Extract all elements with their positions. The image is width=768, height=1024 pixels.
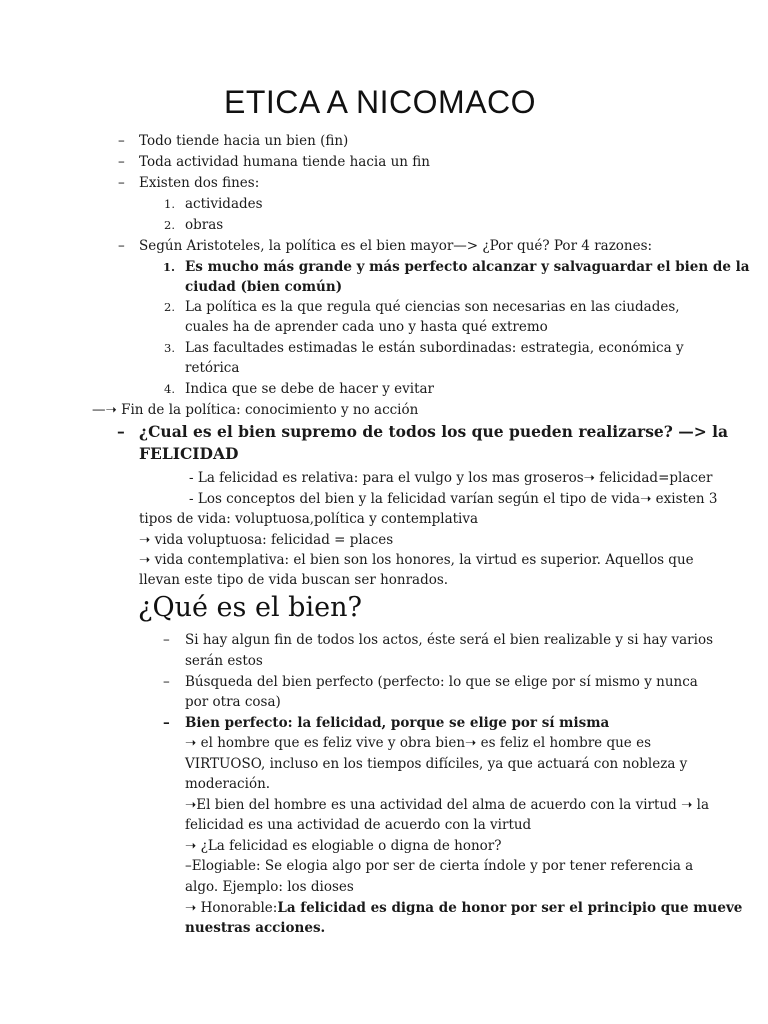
bullet-dash: – <box>117 422 125 441</box>
bullet-dash: – <box>163 632 170 648</box>
bullet-text: Según Aristoteles, la política es el bien mayor—> ¿Por qué? Por 4 razones: <box>139 238 653 254</box>
paragraph-line <box>185 898 742 918</box>
bullet-dash: – <box>118 133 125 149</box>
paragraph-line: –Elogiable: Se elogia algo por ser de cierta índole y por tener referencia a <box>185 858 694 874</box>
list-number: 2. <box>164 218 175 232</box>
honorable-bold-text: La felicidad es digna de honor por ser el principio que mueve <box>277 900 743 916</box>
list-number: 3. <box>164 341 175 355</box>
paragraph-line: moderación. <box>185 776 271 792</box>
bullet-text: Existen dos fines: <box>139 175 260 191</box>
key-question: ¿Cual es el bien supremo de todos los que pueden realizarse? —> la <box>139 422 729 441</box>
honorable-prefix: ➝ Honorable: <box>185 900 278 916</box>
bullet-text: Si hay algun fin de todos los actos, éste será el bien realizable y si hay varios <box>185 632 714 648</box>
bullet-dash: – <box>118 154 125 170</box>
paragraph-line: VIRTUOSO, incluso en los tiempos difíciles, ya que actuará con nobleza y <box>185 756 688 772</box>
key-question-continuation: FELICIDAD <box>139 444 239 463</box>
bullet-text-continuation: por otra cosa) <box>185 694 281 710</box>
paragraph-line: - Los conceptos del bien y la felicidad varían según el tipo de vida➝ existen 3 <box>189 491 718 507</box>
bullet-text: Todo tiende hacia un bien (fin) <box>139 133 349 149</box>
bullet-text-continuation: serán estos <box>185 653 263 669</box>
list-item-continuation: ciudad (bien común) <box>185 279 343 295</box>
paragraph-line: ➝ el hombre que es feliz vive y obra bien➝ es feliz el hombre que es <box>185 735 651 751</box>
list-item: Indica que se debe de hacer y evitar <box>185 381 435 397</box>
bullet-dash: – <box>163 715 170 731</box>
conclusion-line: —➝ Fin de la política: conocimiento y no acción <box>92 402 419 418</box>
paragraph-line: llevan este tipo de vida buscan ser honrados. <box>139 572 449 588</box>
list-number: 1. <box>162 260 175 274</box>
bullet-dash: – <box>118 175 125 191</box>
bullet-text: Búsqueda del bien perfecto (perfecto: lo que se elige por sí mismo y nunca <box>185 674 698 690</box>
list-item: actividades <box>185 196 263 212</box>
list-item: obras <box>185 217 224 233</box>
page-title: ETICA A NICOMACO <box>223 84 537 120</box>
list-number: 4. <box>164 382 175 396</box>
list-item-continuation: retórica <box>185 360 240 376</box>
list-item: Es mucho más grande y más perfecto alcanzar y salvaguardar el bien de la <box>185 259 750 275</box>
bullet-dash: – <box>118 238 125 254</box>
list-number: 2. <box>164 300 175 314</box>
list-number: 1. <box>164 197 175 211</box>
paragraph-line: ➝ ¿La felicidad es elogiable o digna de honor? <box>185 838 502 854</box>
bullet-dash: – <box>163 674 170 690</box>
paragraph-line: algo. Ejemplo: los dioses <box>185 879 354 895</box>
paragraph-line: tipos de vida: voluptuosa,política y contemplativa <box>139 511 479 527</box>
paragraph-line: ➝El bien del hombre es una actividad del alma de acuerdo con la virtud ➝ la <box>185 797 710 813</box>
list-item-continuation: cuales ha de aprender cada uno y hasta qué extremo <box>185 319 548 335</box>
bullet-text: Toda actividad humana tiende hacia un fin <box>139 154 430 170</box>
paragraph-line: ➝ vida voluptuosa: felicidad = places <box>139 532 394 548</box>
list-item: Las facultades estimadas le están subordinadas: estrategia, económica y <box>185 340 684 356</box>
paragraph-line: felicidad es una actividad de acuerdo con la virtud <box>185 817 532 833</box>
bullet-text: Bien perfecto: la felicidad, porque se elige por sí misma <box>185 715 610 731</box>
section-heading: ¿Qué es el bien? <box>138 592 362 623</box>
paragraph-line: - La felicidad es relativa: para el vulgo y los mas groseros➝ felicidad=placer <box>189 470 713 486</box>
paragraph-line: ➝ vida contemplativa: el bien son los honores, la virtud es superior. Aquellos que <box>139 552 694 568</box>
paragraph-line: nuestras acciones. <box>185 920 326 936</box>
list-item: La política es la que regula qué ciencias son necesarias en las ciudades, <box>185 299 680 315</box>
